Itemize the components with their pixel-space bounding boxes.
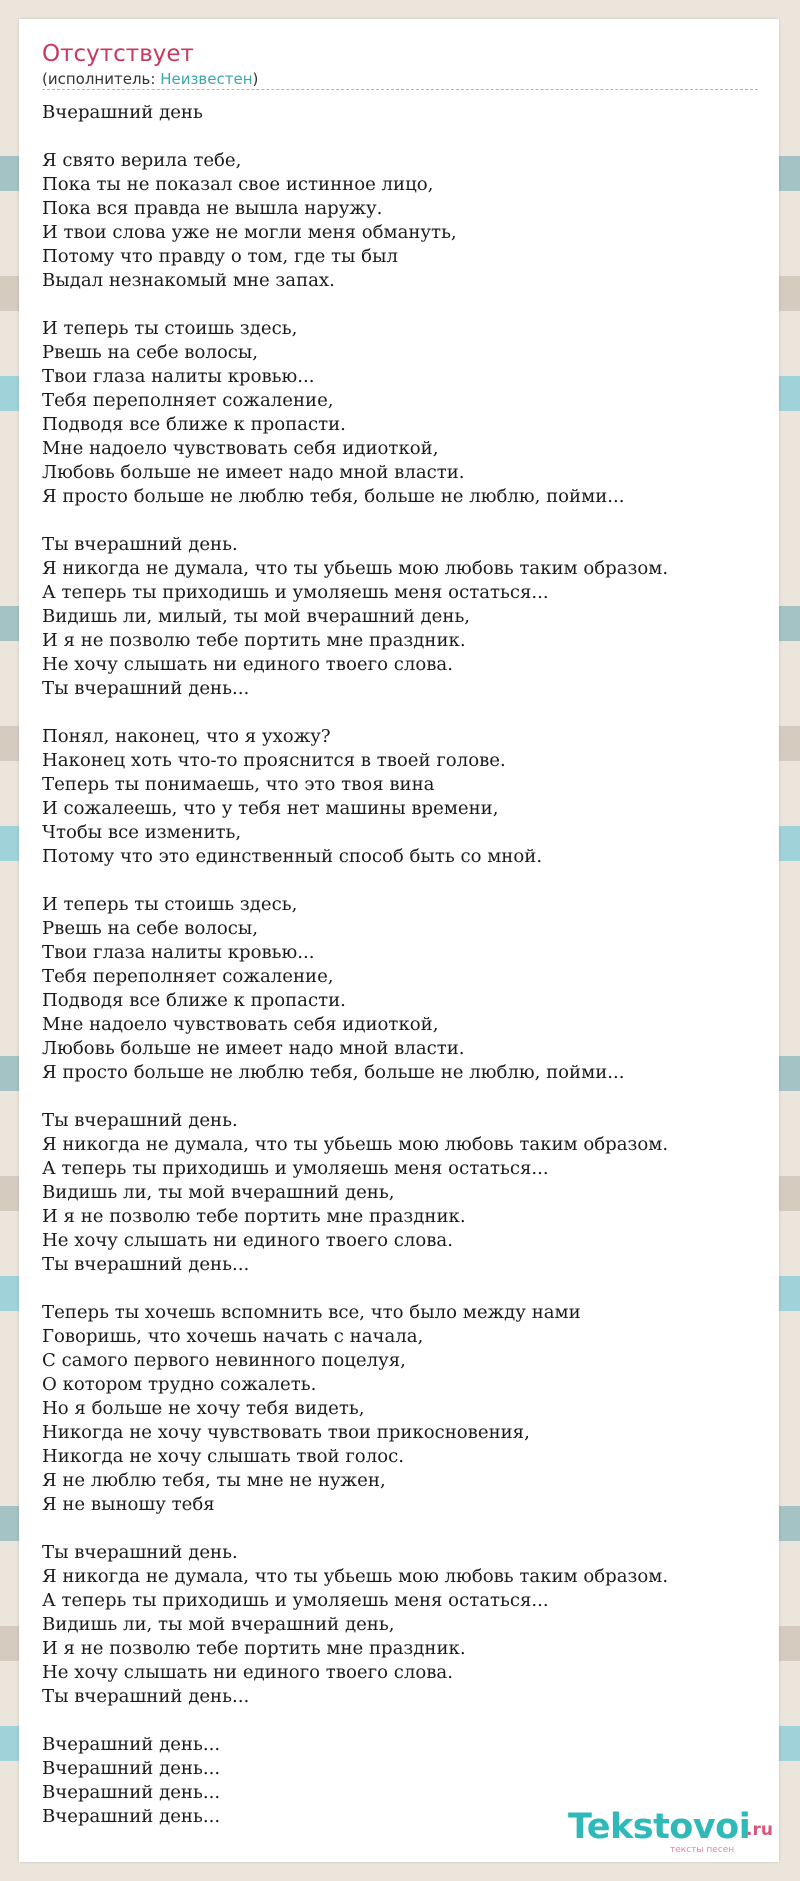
lyric-line: Мне надоело чувствовать себя идиоткой, [42, 438, 439, 459]
lyric-line: Чтобы все изменить, [42, 822, 242, 843]
lyric-line: Наконец хоть что-то прояснится в твоей голове. [42, 750, 506, 771]
lyric-line: Вчерашний день... [42, 1734, 221, 1755]
lyrics-stanza [42, 149, 772, 293]
lyric-line: Я не люблю тебя, ты мне не нужен, [42, 1470, 386, 1491]
lyric-line: Но я больше не хочу тебя видеть, [42, 1398, 365, 1419]
lyric-line: Пока ты не показал свое истинное лицо, [42, 174, 434, 195]
logo-name: Tekstovoi [568, 1807, 751, 1847]
lyric-line: Видишь ли, ты мой вчерашний день, [42, 1182, 395, 1203]
lyric-line: Вчерашний день... [42, 1806, 221, 1827]
site-logo[interactable] [568, 1807, 772, 1857]
lyric-line: Говоришь, что хочешь начать с начала, [42, 1326, 424, 1347]
lyric-line: Твои глаза налиты кровью... [42, 942, 315, 963]
lyric-line: Никогда не хочу чувствовать твои прикосновения, [42, 1422, 530, 1443]
lyrics-stanza [42, 1109, 772, 1277]
lyrics-stanza [42, 533, 772, 701]
lyric-line: И твои слова уже не могли меня обмануть, [42, 222, 457, 243]
lyric-line: Видишь ли, милый, ты мой вчерашний день, [42, 606, 471, 627]
lyric-line: Любовь больше не имеет надо мной власти. [42, 462, 465, 483]
lyric-line: Никогда не хочу слышать твой голос. [42, 1446, 404, 1467]
lyric-line: Я свято верила тебе, [42, 150, 242, 171]
logo-tagline: тексты песен [670, 1845, 735, 1855]
lyric-line: Рвешь на себе волосы, [42, 918, 259, 939]
lyric-line: Не хочу слышать ни единого твоего слова. [42, 1230, 453, 1251]
lyric-line: Я никогда не думала, что ты убьешь мою любовь таким образом. [42, 1134, 669, 1155]
lyric-line: Не хочу слышать ни единого твоего слова. [42, 1662, 453, 1683]
artist-prefix: (исполнитель: [42, 70, 161, 88]
lyric-line: Ты вчерашний день. [42, 1542, 238, 1563]
lyric-line: И я не позволю тебе портить мне праздник. [42, 1206, 466, 1227]
lyric-line: Я просто больше не люблю тебя, больше не люблю, пойми... [42, 1062, 625, 1083]
lyric-line: Вчерашний день... [42, 1758, 221, 1779]
lyric-line: И теперь ты стоишь здесь, [42, 894, 298, 915]
lyric-line: Твои глаза налиты кровью... [42, 366, 315, 387]
lyric-line: Я никогда не думала, что ты убьешь мою любовь таким образом. [42, 558, 669, 579]
lyrics-stanza [42, 1541, 772, 1709]
artist-link[interactable]: Неизвестен [160, 70, 253, 88]
lyric-line: И теперь ты стоишь здесь, [42, 318, 298, 339]
lyrics-stanza [42, 725, 772, 869]
lyric-line: Видишь ли, ты мой вчерашний день, [42, 1614, 395, 1635]
lyric-line: Пока вся правда не вышла наружу. [42, 198, 383, 219]
lyric-line: Ты вчерашний день... [42, 678, 250, 699]
lyric-line: А теперь ты приходишь и умоляешь меня остаться... [42, 1590, 549, 1611]
lyric-line: О котором трудно сожалеть. [42, 1374, 317, 1395]
lyrics-body [42, 101, 772, 1853]
lyric-line: Рвешь на себе волосы, [42, 342, 259, 363]
lyric-line: Понял, наконец, что я ухожу? [42, 726, 331, 747]
logo-tld: .ru [746, 1820, 773, 1840]
lyric-line: Потому что правду о том, где ты был [42, 246, 398, 267]
lyric-line: Ты вчерашний день... [42, 1254, 250, 1275]
song-title: Отсутствует [42, 41, 194, 67]
lyrics-stanza [42, 101, 772, 125]
lyrics-stanza [42, 893, 772, 1085]
lyric-line: Потому что это единственный способ быть со мной. [42, 846, 543, 867]
lyric-line: Я никогда не думала, что ты убьешь мою любовь таким образом. [42, 1566, 669, 1587]
lyric-line: Мне надоело чувствовать себя идиоткой, [42, 1014, 439, 1035]
lyric-line: Не хочу слышать ни единого твоего слова. [42, 654, 453, 675]
lyric-line: Тебя переполняет сожаление, [42, 966, 334, 987]
lyric-line: Подводя все ближе к пропасти. [42, 414, 346, 435]
lyric-line: Ты вчерашний день. [42, 534, 238, 555]
lyric-line: Подводя все ближе к пропасти. [42, 990, 346, 1011]
lyric-line: Выдал незнакомый мне запах. [42, 270, 335, 291]
lyrics-stanza [42, 317, 772, 509]
lyric-line: И я не позволю тебе портить мне праздник. [42, 630, 466, 651]
lyric-line: Ты вчерашний день. [42, 1110, 238, 1131]
lyrics-card [19, 19, 779, 1862]
lyric-line: А теперь ты приходишь и умоляешь меня остаться... [42, 582, 549, 603]
lyric-line: Вчерашний день... [42, 1782, 221, 1803]
lyric-line: А теперь ты приходишь и умоляешь меня остаться... [42, 1158, 549, 1179]
lyric-line: И я не позволю тебе портить мне праздник. [42, 1638, 466, 1659]
lyric-line: И сожалеешь, что у тебя нет машины времени, [42, 798, 499, 819]
artist-suffix: ) [252, 70, 259, 88]
lyric-line: Теперь ты понимаешь, что это твоя вина [42, 774, 435, 795]
lyric-line: Ты вчерашний день... [42, 1686, 250, 1707]
lyric-line: Тебя переполняет сожаление, [42, 390, 334, 411]
lyric-line: Вчерашний день [42, 102, 203, 123]
lyrics-stanza [42, 1301, 772, 1517]
lyric-line: Любовь больше не имеет надо мной власти. [42, 1038, 465, 1059]
lyric-line: Я не выношу тебя [42, 1494, 215, 1515]
artist-line [42, 69, 258, 89]
lyric-line: Теперь ты хочешь вспомнить все, что было между нами [42, 1302, 581, 1323]
lyric-line: Я просто больше не люблю тебя, больше не люблю, пойми... [42, 486, 625, 507]
lyric-line: С самого первого невинного поцелуя, [42, 1350, 406, 1371]
title-divider [42, 89, 758, 90]
